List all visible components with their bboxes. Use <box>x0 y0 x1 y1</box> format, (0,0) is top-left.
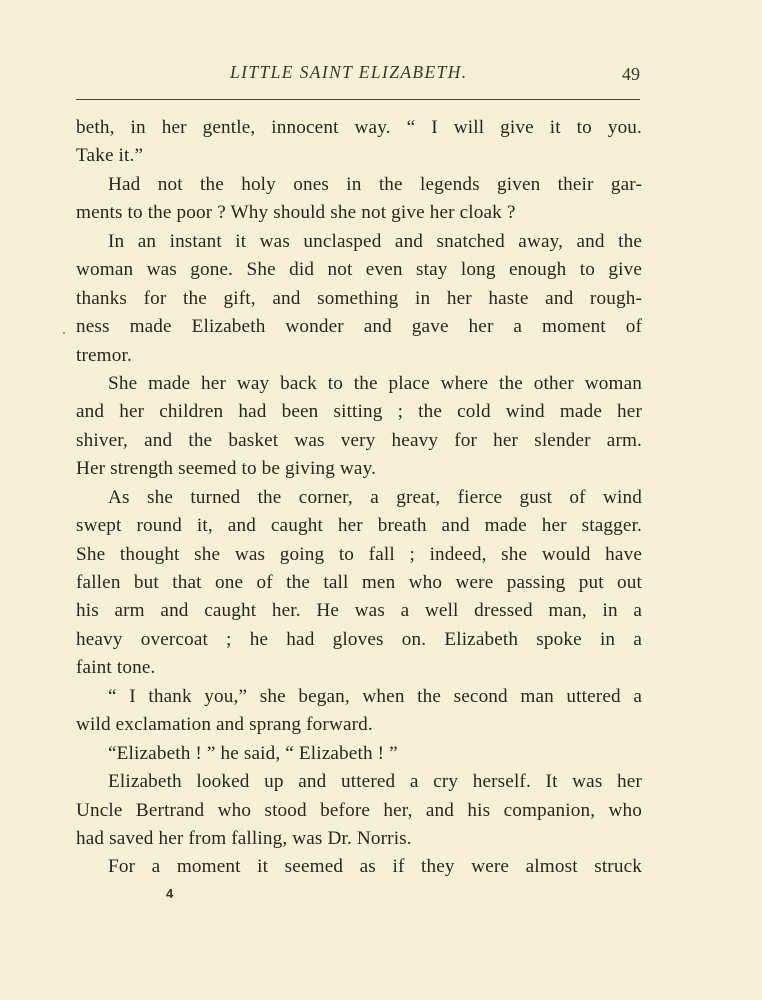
header-rule <box>76 99 640 100</box>
paper-speck <box>63 332 65 334</box>
text-line: ness made Elizabeth wonder and gave her a moment of <box>76 316 642 338</box>
text-line: She made her way back to the place where the other woman <box>108 372 642 394</box>
text-line: heavy overcoat ; he had gloves on. Elizabeth spoke in a <box>76 628 642 650</box>
running-head <box>76 56 640 90</box>
text-line: shiver, and the basket was very heavy for her slender arm. <box>76 429 642 451</box>
running-title: LITTLE SAINT ELIZABETH. <box>230 62 468 82</box>
text-line: his arm and caught her. He was a well dressed man, in a <box>76 600 642 622</box>
text-line: wild exclamation and sprang forward. <box>76 714 373 736</box>
text-line: “ I thank you,” she began, when the second man uttered a <box>108 685 642 707</box>
body-text <box>76 114 642 882</box>
text-line: woman was gone. She did not even stay long enough to give <box>76 259 642 281</box>
text-line: and her children had been sitting ; the cold wind made her <box>76 401 642 423</box>
text-line: faint tone. <box>76 657 156 679</box>
text-line: Her strength seemed to be giving way. <box>76 458 377 480</box>
text-line: beth, in her gentle, innocent way. “ I will give it to you. <box>76 117 642 138</box>
text-line: She thought she was going to fall ; indeed, she would have <box>76 543 642 565</box>
text-line: As she turned the corner, a great, fierce gust of wind <box>108 486 642 508</box>
text-line: For a moment it seemed as if they were almost struck <box>108 856 642 878</box>
text-line: thanks for the gift, and something in her haste and rough- <box>76 287 642 309</box>
text-line: tremor. <box>76 344 132 366</box>
text-line: Take it.” <box>76 145 144 167</box>
text-line: had saved her from falling, was Dr. Norris. <box>76 827 412 849</box>
signature-mark: 4 <box>166 886 174 901</box>
text-line: “Elizabeth ! ” he said, “ Elizabeth ! ” <box>108 742 398 764</box>
text-line: Uncle Bertrand who stood before her, and his companion, who <box>76 799 642 821</box>
text-line: ments to the poor ? Why should she not give her cloak ? <box>76 202 516 224</box>
text-line: swept round it, and caught her breath and made her stagger. <box>76 515 642 537</box>
page-number: 49 <box>622 64 640 84</box>
text-line: fallen but that one of the tall men who were passing put out <box>76 572 642 593</box>
text-line: Elizabeth looked up and uttered a cry herself. It was her <box>108 771 642 793</box>
text-line: In an instant it was unclasped and snatched away, and the <box>108 230 642 252</box>
text-line: Had not the holy ones in the legends given their gar- <box>108 173 642 195</box>
